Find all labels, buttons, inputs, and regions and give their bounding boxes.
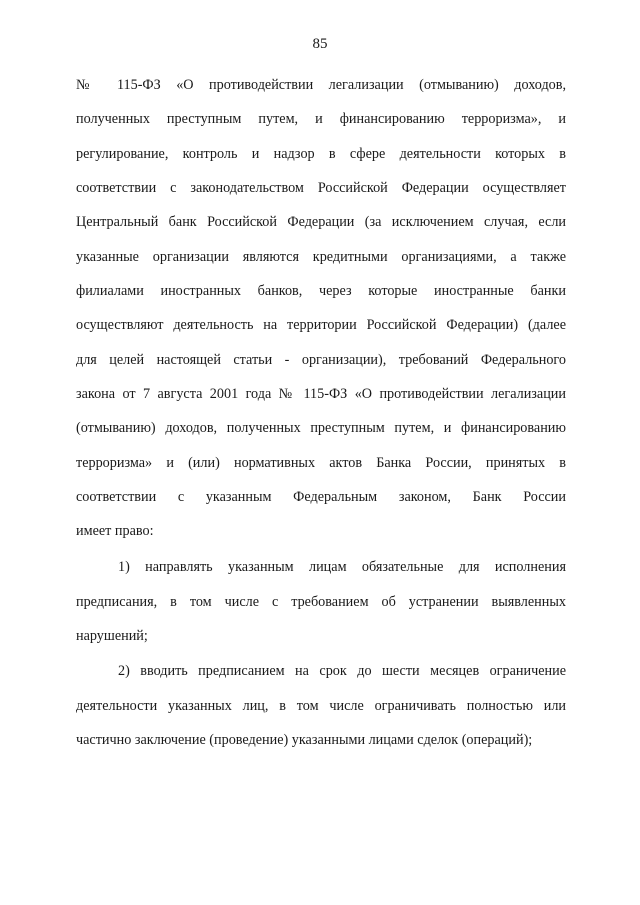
page-number: 85 (312, 36, 328, 52)
text-line: полученных преступным путем, и финансированию терроризма», и (76, 111, 566, 127)
text-line: частично заключение (проведение) указанными лицами сделок (операций); (76, 732, 533, 748)
text-line: для целей настоящей статьи - организации), требований Федерального (76, 352, 566, 368)
text-line: филиалами иностранных банков, через которые иностранные банки (76, 283, 566, 299)
text-line: соответствии с указанным Федеральным законом, Банк России (76, 489, 566, 505)
text-line: регулирование, контроль и надзор в сфере деятельности которых в (76, 146, 566, 162)
text-line: закона от 7 августа 2001 года № 115-ФЗ «О противодействии легализации (76, 386, 566, 402)
text-line: имеет право: (76, 523, 154, 539)
text-line: соответствии с законодательством Российской Федерации осуществляет (76, 180, 566, 196)
text-line: предписания, в том числе с требованием об устранении выявленных (76, 594, 566, 610)
text-line: (отмыванию) доходов, полученных преступным путем, и финансированию (76, 420, 566, 436)
text-line: нарушений; (76, 628, 148, 644)
text-line: деятельности указанных лиц, в том числе ограничивать полностью или (76, 698, 566, 714)
text-line: Центральный банк Российской Федерации (за исключением случая, если (76, 214, 566, 230)
text-line: указанные организации являются кредитными организациями, а также (76, 249, 566, 265)
list-item-1-line: 1) направлять указанным лицам обязательные для исполнения (118, 559, 566, 575)
text-line: осуществляют деятельность на территории Российской Федерации) (далее (76, 317, 566, 333)
text-line: терроризма» и (или) нормативных актов Банка России, принятых в (76, 455, 566, 471)
text-line: № 115-ФЗ «О противодействии легализации (отмыванию) доходов, (76, 77, 566, 93)
list-item-2-line: 2) вводить предписанием на срок до шести месяцев ограничение (118, 663, 566, 679)
